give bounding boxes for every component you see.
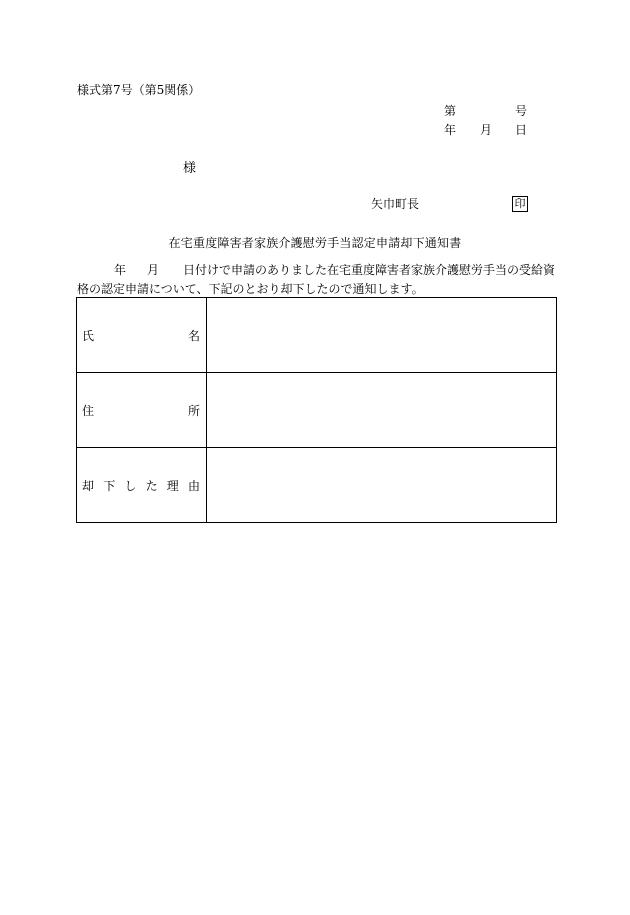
table-row-name: [77, 298, 557, 373]
body-month-label: 月: [147, 263, 160, 277]
label-char: し: [124, 478, 137, 493]
body-year-label: 年: [114, 263, 127, 277]
body-text-line-2: 格の認定申請について、下記のとおり却下したので通知します。: [77, 282, 424, 296]
label-char: 由: [187, 478, 200, 493]
table-row-reason: [77, 448, 557, 523]
addressee-suffix: 様: [183, 161, 197, 176]
form-number: 様式第7号（第5関係）: [77, 83, 201, 97]
label-char: 理: [166, 478, 179, 493]
date-year-label: 年: [444, 123, 457, 137]
reason-value-cell[interactable]: [207, 448, 557, 523]
table-row-address: [77, 373, 557, 448]
name-value-cell[interactable]: [207, 298, 557, 373]
details-table: [76, 297, 557, 523]
label-char: 氏: [82, 328, 95, 343]
date-month-label: 月: [480, 123, 493, 137]
label-char: 却: [82, 478, 95, 493]
issuer-name: 矢巾町長: [371, 197, 420, 211]
doc-number-suffix: 号: [515, 104, 528, 118]
date-day-label: 日: [515, 123, 528, 137]
label-char: 住: [82, 403, 95, 418]
label-char: 下: [103, 478, 116, 493]
label-char: 所: [187, 403, 200, 418]
label-char: 名: [187, 328, 200, 343]
document-title: 在宅重度障害者家族介護慰労手当認定申請却下通知書: [168, 236, 462, 250]
address-label-cell: [77, 373, 207, 448]
label-char: た: [145, 478, 158, 493]
name-label-cell: [77, 298, 207, 373]
body-text-line-1: 日付けで申請のありました在宅重度障害者家族介護慰労手当の受給資: [183, 263, 556, 277]
seal-mark: 印: [512, 196, 528, 212]
reason-label-cell: [77, 448, 207, 523]
doc-number-prefix: 第: [444, 104, 457, 118]
address-value-cell[interactable]: [207, 373, 557, 448]
